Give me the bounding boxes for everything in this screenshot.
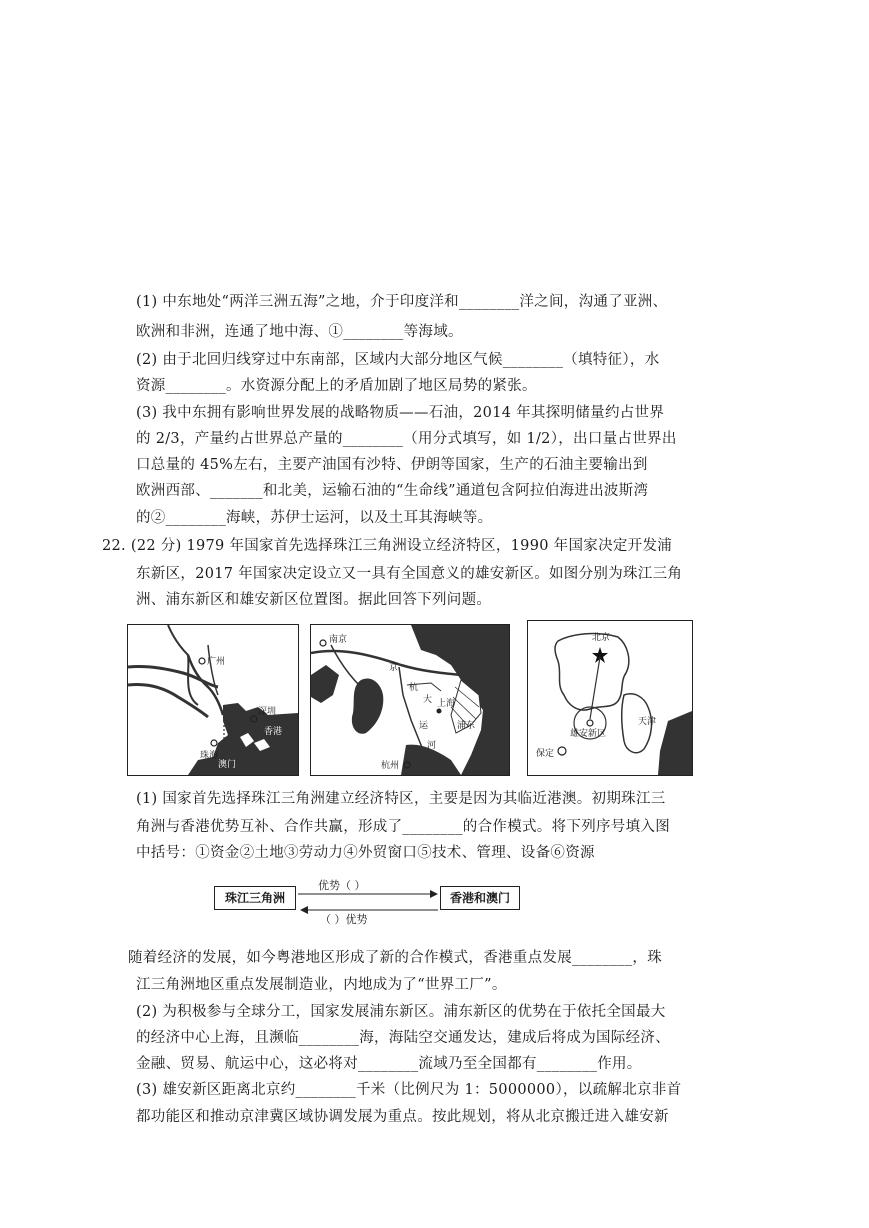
label-hang: 杭: [409, 683, 419, 693]
map-xiongan: [527, 620, 693, 776]
q22-part1-line-3: 中括号：①资金②土地③劳动力④外贸窗口⑤技术、管理、设备⑥资源: [136, 845, 595, 861]
flow-top-label: 优势（ ）: [318, 879, 366, 892]
label-hongkong: 香港: [264, 727, 283, 737]
label-pudong: 浦东: [457, 721, 476, 731]
label-yun: 运: [419, 721, 429, 731]
label-hangzhou: 杭州: [381, 761, 400, 771]
label-shanghai: 上海: [437, 699, 456, 709]
q22-part1-line-5: 江三角洲地区重点发展制造业，内地成为了“世界工厂”。: [136, 977, 507, 993]
q21-line-3: (2) 由于北回归线穿过中东南部，区域内大部分地区气候________（填特征），水: [136, 352, 660, 368]
q22-line-2: 东新区，2017 年国家决定设立又一具有全国意义的雄安新区。如图分别为珠江三角: [136, 566, 683, 582]
label-beijing: 北京: [592, 633, 611, 643]
label-nanjing: 南京: [329, 635, 348, 645]
flow-bottom-label: （ ）优势: [320, 913, 368, 926]
label-shenzhen: 深圳: [258, 707, 277, 717]
map-pearl-river-delta: [127, 624, 299, 776]
label-guangzhou: 广州: [207, 657, 226, 667]
q22-part3-line-2: 都功能区和推动京津冀区域协调发展为重点。按此规划，将从北京搬迁进入雄安新: [136, 1109, 669, 1125]
q22-line-3: 洲、浦东新区和雄安新区位置图。据此回答下列问题。: [136, 592, 492, 608]
label-baoding: 保定: [536, 749, 555, 759]
cooperation-flow-diagram: [214, 880, 520, 930]
q22-part2-line-3: 金融、贸易、航运中心，这必将对________流域乃至全国都有________作用。: [136, 1056, 642, 1072]
q21-line-2: 欧洲和非洲，连通了地中海、①________等海域。: [136, 324, 463, 340]
q21-line-8: 欧洲西部、_______和北美，运输石油的“生命线”通道包含阿拉伯海进出波斯湾: [136, 483, 649, 499]
q22-part1-line-2: 角洲与香港优势互补、合作共赢，形成了________的合作模式。将下列序号填入图: [136, 819, 670, 835]
label-jing: 京: [389, 663, 399, 673]
box-hongkong-macao: 香港和澳门: [440, 886, 520, 910]
q22-part2-line-2: 的经济中心上海，且濒临________海，海陆空交通发达，建成后将成为国际经济、: [136, 1030, 670, 1046]
label-xiongan: 雄安新区: [570, 729, 607, 739]
q21-line-9: 的②________海峡，苏伊士运河，以及土耳其海峡等。: [136, 510, 493, 526]
label-dayun: 大: [423, 695, 433, 705]
q22-part1-line-1: (1) 国家首先选择珠江三角洲建立经济特区，主要是因为其临近港澳。初期珠江三: [136, 791, 666, 807]
q22-line-1: 22. (22 分) 1979 年国家首先选择珠江三角洲设立经济特区，1990 年国家决定开发浦: [102, 538, 673, 554]
q21-line-6: 的 2/3，产量约占世界总产量的________（用分式填写，如 1/2），出口量占世界出: [136, 431, 677, 447]
q22-part1-line-4: 随着经济的发展，如今粤港地区形成了新的合作模式，香港重点发展________，珠: [128, 950, 662, 966]
map-pudong: [310, 624, 510, 776]
q21-line-5: (3) 我中东拥有影响世界发展的战略物质——石油，2014 年其探明储量约占世界: [136, 405, 665, 421]
label-tianjin: 天津: [638, 717, 657, 727]
q22-part3-line-1: (3) 雄安新区距离北京约________千米（比例尺为 1：5000000），以疏解北京非首: [136, 1082, 682, 1098]
label-he: 河: [427, 741, 437, 751]
q21-line-4: 资源________。水资源分配上的矛盾加剧了地区局势的紧张。: [136, 378, 537, 394]
box-pearl-river-delta: 珠江三角洲: [214, 886, 296, 910]
label-zhuhai: 珠海: [200, 751, 219, 761]
q21-line-1: (1) 中东地处“两洋三洲五海”之地，介于印度洋和________洋之间，沟通了亚洲、: [136, 294, 668, 310]
q21-line-7: 口总量的 45%左右，主要产油国有沙特、伊朗等国家，生产的石油主要输出到: [136, 457, 648, 473]
label-macao: 澳门: [218, 760, 237, 770]
q22-part2-line-1: (2) 为积极参与全球分工，国家发展浦东新区。浦东新区的优势在于依托全国最大: [136, 1004, 666, 1020]
